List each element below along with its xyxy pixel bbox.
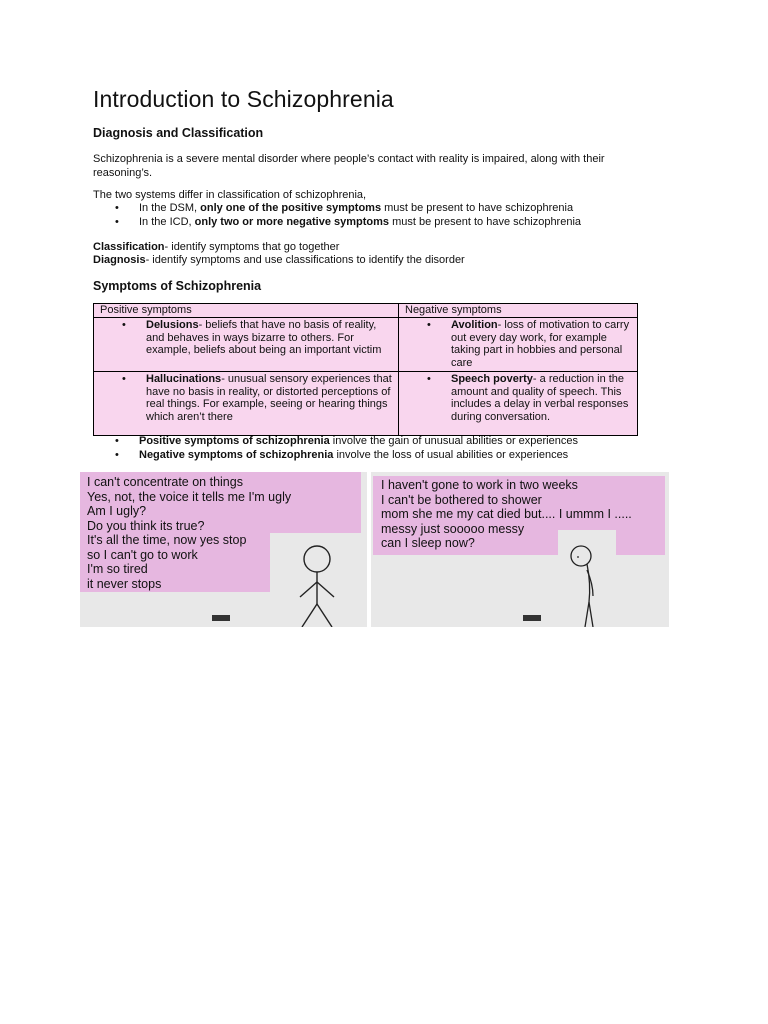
systems-intro: The two systems differ in classification of schizophrenia, [93, 189, 367, 201]
symptoms-table [93, 303, 638, 436]
negative-symptoms-illustration [371, 472, 669, 627]
right-speech-text: I haven't gone to work in two weeks I can't be bothered to shower mom she me my cat died but.... I ummm I ..... messy just sooooo messy can I sleep now? [381, 478, 632, 550]
speech-poverty-cell: • Speech poverty- a reduction in the amount and quality of speech. This includes a delay in verbal responses during conversation. [399, 372, 638, 436]
page-title: Introduction to Schizophrenia [93, 86, 394, 112]
negative-symptoms-header: Negative symptoms [399, 304, 638, 318]
dsm-bullet: • In the DSM, only one of the positive symptoms must be present to have schizophrenia [115, 202, 581, 216]
stick-figure-standing [290, 542, 346, 627]
systems-list [115, 202, 581, 229]
table-header-row [94, 304, 638, 318]
symptoms-heading: Symptoms of Schizophrenia [93, 279, 262, 293]
avolition-cell: • Avolition- loss of motivation to carry out every day work, for example taking part in hobbies and personal care [399, 318, 638, 372]
diagnosis-heading: Diagnosis and Classification [93, 126, 264, 140]
left-speech-text: I can't concentrate on things Yes, not, the voice it tells me I'm ugly Am I ugly? Do you think its true? It's all the time, now yes stop so I can't go to work I'm so tired it never stops [87, 475, 292, 591]
positive-symptoms-header: Positive symptoms [94, 304, 399, 318]
positive-symptoms-illustration [80, 472, 367, 627]
positive-note: • Positive symptoms of schizophrenia involve the gain of unusual abilities or experiences [115, 434, 578, 448]
diagnosis-definition: Diagnosis- identify symptoms and use classifications to identify the disorder [93, 254, 465, 266]
stick-figure-slumped [567, 544, 603, 627]
table-row [94, 372, 638, 436]
negative-note: • Negative symptoms of schizophrenia involve the loss of usual abilities or experiences [115, 448, 578, 462]
video-label-chip [212, 615, 230, 621]
delusions-cell: • Delusions- beliefs that have no basis of reality, and behaves in ways bizarre to others. For example, beliefs about being an important victim [94, 318, 399, 372]
icd-bullet: • In the ICD, only two or more negative symptoms must be present to have schizophrenia [115, 216, 581, 230]
hallucinations-cell: • Hallucinations- unusual sensory experiences that have no basis in reality, or distorted perceptions of real things. For example, seeing or hearing things which aren’t there [94, 372, 399, 436]
video-label-chip [523, 615, 541, 621]
classification-definition: Classification- identify symptoms that go together [93, 241, 340, 253]
symptom-notes [115, 434, 578, 462]
table-row [94, 318, 638, 372]
intro-paragraph: Schizophrenia is a severe mental disorder where people’s contact with reality is impaired, along with their reasoning’s. [93, 153, 605, 179]
